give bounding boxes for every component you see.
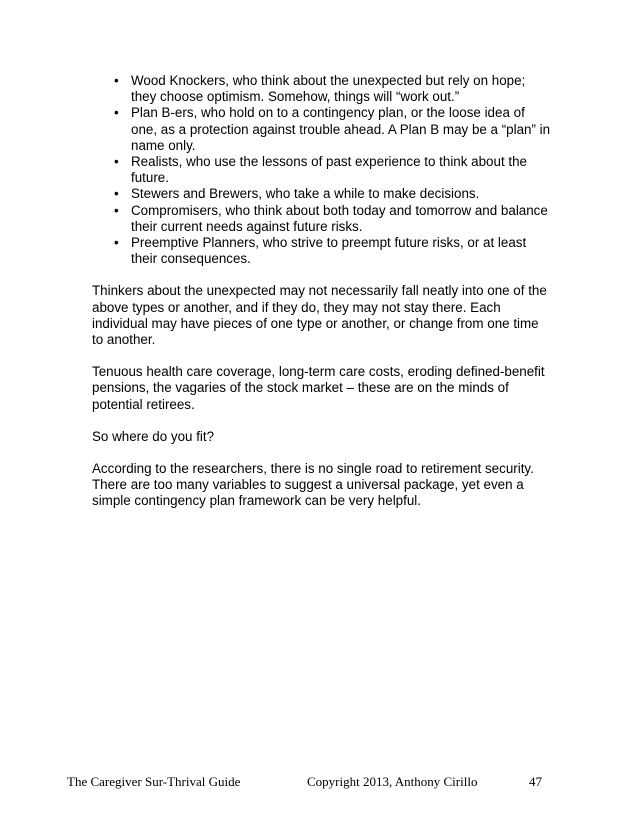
bullet-item [92,186,552,202]
bullet-text: Realists, who use the lessons of past experience to think about the future. [131,154,528,186]
body-paragraph: Tenuous health care coverage, long-term care costs, eroding defined-benefit pensions, the vagaries of the stock market – these are on the minds of potential retirees. [92,364,545,412]
bullet-icon: • [114,235,119,251]
bullet-icon: • [114,73,119,88]
footer-book-title: The Caregiver Sur-Thrival Guide [67,774,241,789]
body-paragraph: Thinkers about the unexpected may not necessarily fall neatly into one of the above types or another, and if they do, they may not stay there. Each individual may have pieces of one type or another, or change from one time to another. [92,283,547,348]
bullet-text: Preemptive Planners, who strive to preempt future risks, or at least their consequences. [131,235,527,267]
bullet-icon: • [114,154,119,170]
bullet-item [92,203,552,235]
bullet-icon: • [114,202,119,218]
footer-copyright: Copyright 2013, Anthony Cirillo [307,774,478,789]
body-paragraph: So where do you fit? [92,428,215,444]
page-footer [67,773,542,791]
bullet-item [92,73,552,105]
bullet-icon: • [114,105,119,121]
bullet-item [92,235,552,267]
bullet-text: Wood Knockers, who think about the unexpected but rely on hope; they choose optimism. Somehow, things will “work out.” [131,73,526,105]
body-paragraph: According to the researchers, there is no single road to retirement security. There are too many variables to suggest a universal package, yet even a simple contingency plan framework can be very helpful. [92,461,534,509]
bullet-text: Stewers and Brewers, who take a while to make decisions. [131,186,480,202]
page-number: 47 [529,774,542,789]
bullet-item [92,105,552,154]
bullet-icon: • [114,186,119,202]
bullet-list [92,73,552,267]
page-body [92,73,552,510]
bullet-text: Compromisers, who think about both today and tomorrow and balance their current needs against future risks. [131,202,548,234]
bullet-item [92,154,552,186]
bullet-text: Plan B-ers, who hold on to a contingency plan, or the loose idea of one, as a protection against trouble ahead. A Plan B may be a “plan” in name only. [131,105,551,153]
